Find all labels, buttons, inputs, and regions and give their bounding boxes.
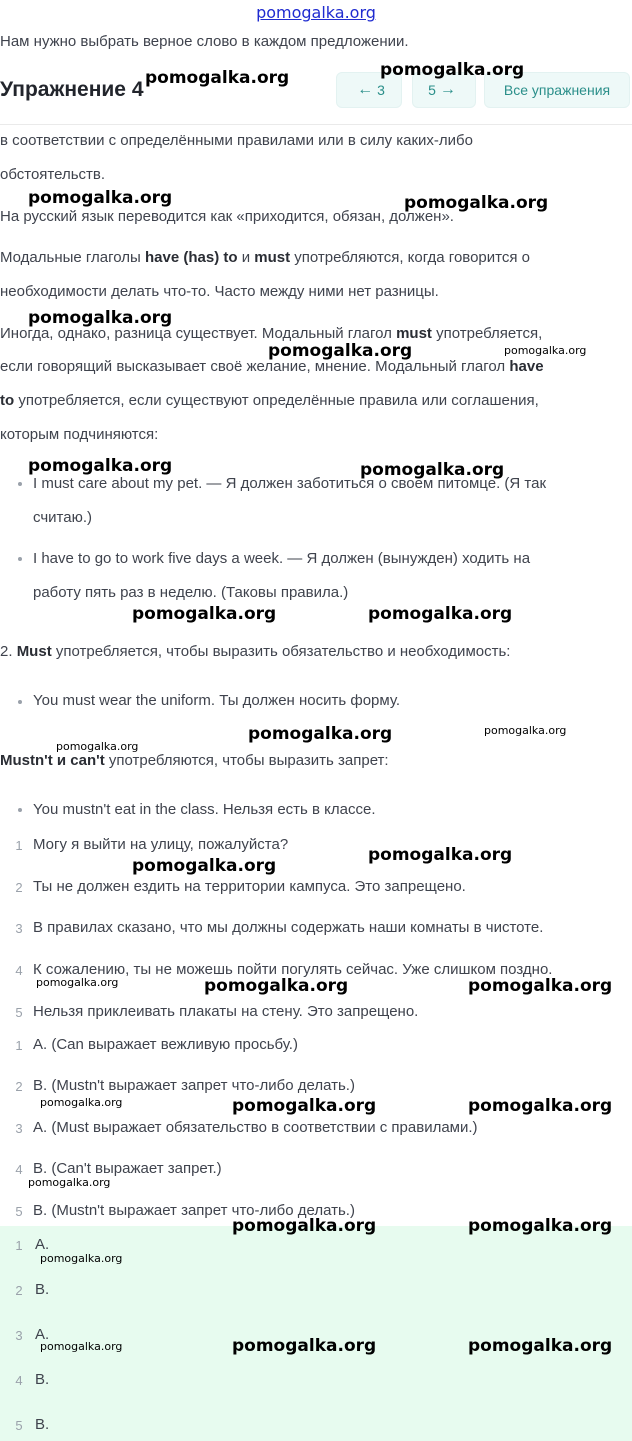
theory-p3-b: have (has) to xyxy=(145,249,238,266)
page-title xyxy=(0,78,144,102)
explanation-number: 3 xyxy=(15,1121,23,1136)
watermark: pomogalka.org xyxy=(368,845,513,865)
theory-p3-line1 xyxy=(0,249,530,266)
theory-p4-line3 xyxy=(0,392,539,409)
watermark: pomogalka.org xyxy=(232,1336,377,1356)
watermark: pomogalka.org xyxy=(204,976,349,996)
watermark: pomogalka.org xyxy=(468,976,613,996)
bullet2-line2: работу пять раз в неделю. (Таковы правила.) xyxy=(33,584,349,601)
theory-p4-line4: которым подчиняются: xyxy=(0,426,159,443)
theory-p4-b: must xyxy=(396,325,432,342)
sentence-item: Ты не должен ездить на территории кампуса. Это запрещено. xyxy=(33,878,466,895)
bullet2-line1: I have to go to work five days a week. — Я должен (вынужден) ходить на xyxy=(33,550,531,567)
all-exercises-label: Все упражнения xyxy=(503,82,611,98)
watermark: pomogalka.org xyxy=(232,1216,377,1236)
theory-p1-line1: в соответствии с определёнными правилами или в силу каких-либо xyxy=(0,132,473,149)
watermark: pomogalka.org xyxy=(504,344,587,357)
answer-item: A. xyxy=(35,1326,50,1343)
sentence-item: В правилах сказано, что мы должны содержать наши комнаты в чистоте. xyxy=(33,919,544,936)
watermark-link[interactable]: pomogalka.org xyxy=(256,3,376,22)
answer-item: B. xyxy=(35,1371,50,1388)
watermark: pomogalka.org xyxy=(40,1340,123,1353)
answer-item: B. xyxy=(35,1416,50,1433)
answer-item: B. xyxy=(35,1281,50,1298)
watermark: pomogalka.org xyxy=(40,1252,123,1265)
watermark: pomogalka.org xyxy=(468,1096,613,1116)
watermark: pomogalka.org xyxy=(232,1096,377,1116)
bullet-dot xyxy=(18,808,22,812)
explanation-number: 4 xyxy=(15,1162,23,1177)
arrow-left-icon: ← xyxy=(357,81,374,98)
watermark: pomogalka.org xyxy=(28,188,173,208)
bullet1-line1: I must care about my pet. — Я должен заботиться о своем питомце. (Я так xyxy=(33,475,547,492)
watermark: pomogalka.org xyxy=(368,604,513,624)
theory-p3-a: Модальные глаголы xyxy=(0,249,146,266)
watermark: pomogalka.org xyxy=(360,460,505,480)
page-title-text: Упражнение 4 xyxy=(0,78,144,101)
explanation-item: B. (Mustn't выражает запрет что-либо делать.) xyxy=(33,1202,355,1219)
answer-number: 1 xyxy=(15,1238,23,1253)
watermark: pomogalka.org xyxy=(40,1096,123,1109)
sentence-number: 1 xyxy=(15,838,23,853)
explanation-number: 2 xyxy=(15,1079,23,1094)
theory-p3-d: must xyxy=(254,249,291,266)
sentence-item: Могу я выйти на улицу, пожалуйста? xyxy=(33,836,289,853)
watermark: pomogalka.org xyxy=(404,193,549,213)
watermark: pomogalka.org xyxy=(268,341,413,361)
theory-p4-c: употребляется, xyxy=(431,325,543,342)
theory-p6-b: употребляются, чтобы выразить запрет: xyxy=(104,752,389,769)
watermark: pomogalka.org xyxy=(132,604,277,624)
answer-item: A. xyxy=(35,1236,50,1253)
sentence-number: 5 xyxy=(15,1005,23,1020)
theory-p4-line2-a: если говорящий высказывает своё желание, мнение. Модальный глагол xyxy=(0,358,510,375)
sentence-number: 2 xyxy=(15,880,23,895)
explanation-item: B. (Can't выражает запрет.) xyxy=(33,1160,222,1177)
theory-p3-c: и xyxy=(237,249,255,266)
theory-p6 xyxy=(0,752,389,769)
watermark: pomogalka.org xyxy=(28,456,173,476)
explanation-item: A. (Must выражает обязательство в соответствии с правилами.) xyxy=(33,1119,478,1136)
explanation-item: A. (Can выражает вежливую просьбу.) xyxy=(33,1036,298,1053)
sentence-item: К сожалению, ты не можешь пойти погулять сейчас. Уже слишком поздно. xyxy=(33,961,553,978)
answer-number: 5 xyxy=(15,1418,23,1433)
explanation-number: 1 xyxy=(15,1038,23,1053)
next-exercise-label: 5 xyxy=(428,82,436,98)
answer-number: 4 xyxy=(15,1373,23,1388)
theory-p4-line3-b: употребляется, если существуют определённые правила или соглашения, xyxy=(14,392,539,409)
watermark: pomogalka.org xyxy=(248,724,393,744)
answer-number: 3 xyxy=(15,1328,23,1343)
watermark: pomogalka.org xyxy=(468,1336,613,1356)
watermark: pomogalka.org xyxy=(28,1176,111,1189)
arrow-right-icon: → xyxy=(439,81,456,98)
theory-p5-c: употребляется, чтобы выразить обязательство и необходимость: xyxy=(51,643,511,660)
watermark: pomogalka.org xyxy=(36,976,119,989)
bullet-dot xyxy=(18,700,22,704)
bullet-dot xyxy=(18,557,22,561)
answer-number: 2 xyxy=(15,1283,23,1298)
watermark: pomogalka.org xyxy=(484,724,567,737)
watermark: pomogalka.org xyxy=(132,856,277,876)
theory-p3-e: употребляются, когда говорится о xyxy=(290,249,530,266)
theory-p1-line2: обстоятельств. xyxy=(0,166,106,183)
sentence-item: Нельзя приклеивать плакаты на стену. Это запрещено. xyxy=(33,1003,419,1020)
theory-p6-a: Mustn't и can't xyxy=(0,752,105,769)
watermark: pomogalka.org xyxy=(380,60,525,80)
watermark: pomogalka.org xyxy=(145,68,290,88)
bullet3: You must wear the uniform. Ты должен носить форму. xyxy=(33,692,401,709)
bullet1-line2: считаю.) xyxy=(33,509,92,526)
theory-p4-line2-b: have xyxy=(509,358,544,375)
watermark: pomogalka.org xyxy=(468,1216,613,1236)
prev-exercise-label: 3 xyxy=(377,82,385,98)
explanation-number: 5 xyxy=(15,1204,23,1219)
bullet4: You mustn't eat in the class. Нельзя есть в классе. xyxy=(33,801,376,818)
intro-text: Нам нужно выбрать верное слово в каждом предложении. xyxy=(0,33,409,50)
header-divider xyxy=(0,124,632,125)
theory-p5-b: Must xyxy=(16,643,52,660)
bullet-dot xyxy=(18,482,22,486)
theory-p2: На русский язык переводится как «приходится, обязан, должен». xyxy=(0,208,454,225)
watermark: pomogalka.org xyxy=(56,740,139,753)
watermark: pomogalka.org xyxy=(28,308,173,328)
theory-p5-a: 2. xyxy=(0,643,17,660)
theory-p3-line2: необходимости делать что-то. Часто между ними нет разницы. xyxy=(0,283,439,300)
sentence-number: 4 xyxy=(15,963,23,978)
sentence-number: 3 xyxy=(15,921,23,936)
theory-p4-a: Иногда, однако, разница существует. Модальный глагол xyxy=(0,325,397,342)
explanation-item: B. (Mustn't выражает запрет что-либо делать.) xyxy=(33,1077,355,1094)
theory-p4-line3-a: to xyxy=(0,392,15,409)
theory-p5 xyxy=(0,643,510,660)
